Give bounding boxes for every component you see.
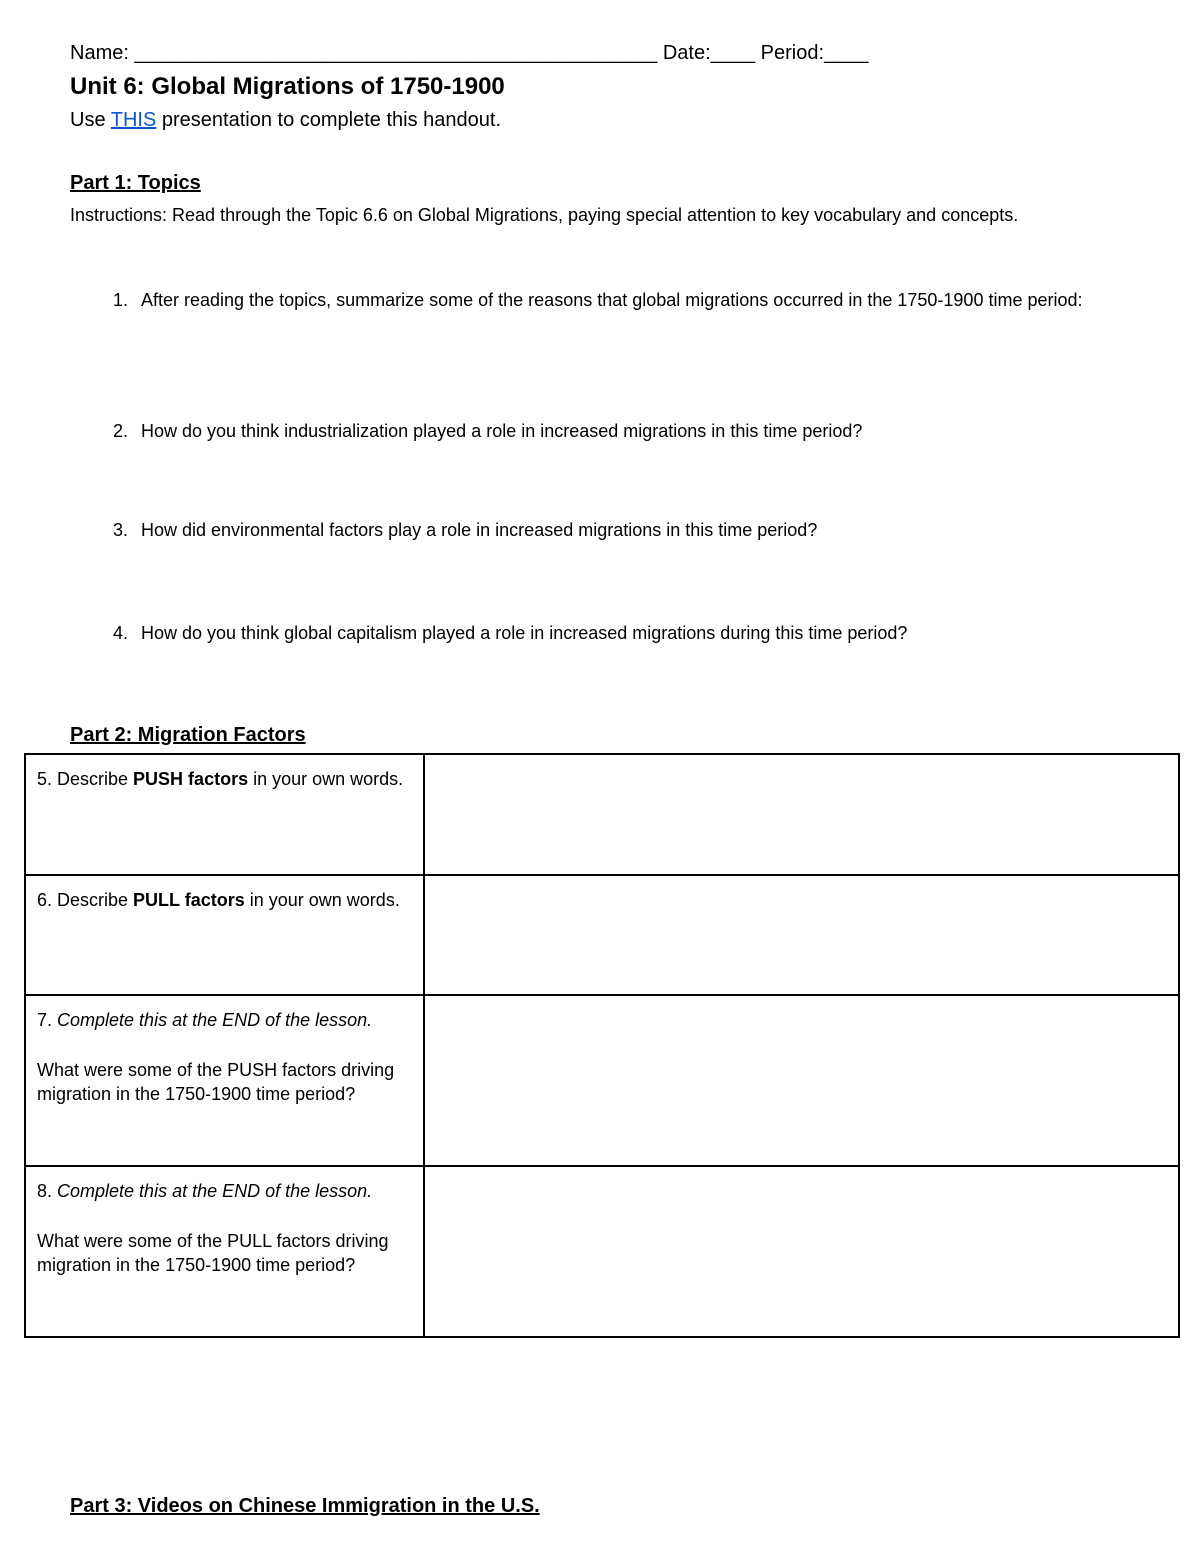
date-blank[interactable]: ____	[710, 42, 756, 64]
table-row	[25, 995, 1179, 1166]
subtitle-suffix: presentation to complete this handout.	[156, 109, 501, 131]
page-title: Unit 6: Global Migrations of 1750-1900	[70, 73, 505, 100]
prompt-cell	[25, 995, 424, 1166]
table-row	[25, 754, 1179, 875]
answer-cell[interactable]	[424, 1166, 1179, 1337]
part2-heading: Part 2: Migration Factors	[70, 724, 306, 746]
presentation-link[interactable]: THIS	[110, 109, 157, 131]
question-text: How do you think global capitalism played a role in increased migrations during this time period?	[141, 623, 908, 643]
prompt-prefix: 6. Describe	[37, 890, 134, 910]
question-number: 3.	[112, 520, 128, 540]
period-label: Period:	[755, 42, 825, 64]
answer-cell[interactable]	[424, 995, 1179, 1166]
question-text: How do you think industrialization played a role in increased migrations in this time period?	[141, 421, 863, 441]
prompt-note: Complete this at the END of the lesson.	[57, 1181, 373, 1201]
push-factors-term: PUSH factors	[133, 769, 249, 789]
question-text: How did environmental factors play a role in increased migrations in this time period?	[141, 520, 818, 540]
question-text: After reading the topics, summarize some of the reasons that global migrations occurred in the 1750-1900 time period:	[141, 290, 1083, 310]
period-blank[interactable]: ____	[824, 42, 869, 64]
prompt-cell	[25, 1166, 424, 1337]
table-row	[25, 1166, 1179, 1337]
prompt-cell	[25, 754, 424, 875]
prompt-cell	[25, 875, 424, 995]
part1-instructions: Instructions: Read through the Topic 6.6 on Global Migrations, paying special attention to key vocabulary and concepts.	[70, 205, 1019, 225]
answer-cell[interactable]	[424, 754, 1179, 875]
prompt-number: 7.	[37, 1010, 58, 1030]
table-row	[25, 875, 1179, 995]
part3-heading: Part 3: Videos on Chinese Immigration in the U.S.	[70, 1495, 540, 1517]
question-number: 1.	[112, 290, 128, 310]
question-number: 4.	[112, 623, 128, 643]
prompt-prefix: 5. Describe	[37, 769, 134, 789]
part1-heading: Part 1: Topics	[70, 172, 201, 194]
prompt-note: Complete this at the END of the lesson.	[57, 1010, 373, 1030]
question-number: 2.	[112, 421, 128, 441]
prompt-number: 8.	[37, 1181, 58, 1201]
name-blank[interactable]: _______________________________________________	[134, 42, 658, 64]
student-info-line	[70, 42, 869, 65]
subtitle	[70, 109, 501, 132]
pull-factors-term: PULL factors	[133, 890, 245, 910]
prompt-suffix: in your own words.	[248, 769, 404, 789]
migration-factors-table	[24, 753, 1180, 1338]
answer-cell[interactable]	[424, 875, 1179, 995]
prompt-question: What were some of the PULL factors driving migration in the 1750-1900 time period?	[37, 1230, 389, 1275]
prompt-suffix: in your own words.	[244, 890, 400, 910]
prompt-question: What were some of the PUSH factors driving migration in the 1750-1900 time period?	[37, 1059, 395, 1104]
name-label: Name:	[70, 42, 135, 64]
date-label: Date:	[657, 42, 711, 64]
subtitle-prefix: Use	[70, 109, 111, 131]
